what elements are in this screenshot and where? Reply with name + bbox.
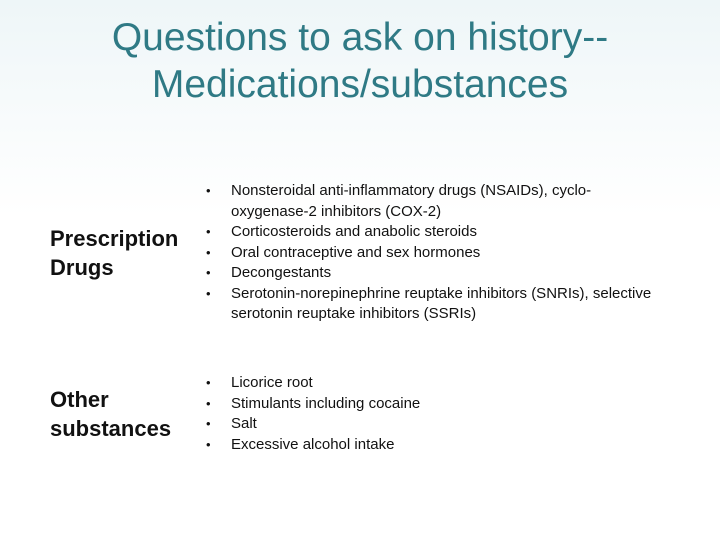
other-substances-label-line-1: Other	[50, 387, 109, 412]
prescription-drugs-list	[205, 181, 655, 325]
list-item	[205, 284, 655, 325]
bullet-icon: •	[206, 244, 211, 260]
list-item	[205, 263, 655, 284]
bullet-icon: •	[206, 436, 211, 452]
slide-title	[20, 14, 700, 108]
bullet-icon: •	[206, 265, 211, 280]
list-item	[205, 222, 655, 243]
bullet-icon: •	[206, 395, 211, 411]
list-item-text: Serotonin-norepinephrine reuptake inhibitors (SNRIs), selective serotonin reuptake inhibitors (SSRIs)	[231, 284, 652, 322]
list-item-text: Decongestants	[231, 264, 332, 281]
list-item-text: Nonsteroidal anti-inflammatory drugs (NSAIDs), cyclo-oxygenase-2 inhibitors (COX-2)	[231, 182, 592, 220]
list-item	[205, 394, 655, 415]
prescription-drugs-label-line-1: Prescription	[50, 226, 179, 251]
list-item-text: Excessive alcohol intake	[231, 435, 395, 453]
list-item	[205, 373, 655, 394]
other-substances-label-line-2: substances	[50, 416, 172, 441]
list-item-text: Licorice root	[231, 374, 313, 391]
bullet-icon: •	[206, 375, 211, 390]
other-substances-list	[205, 373, 655, 455]
list-item	[205, 181, 655, 222]
list-item-text: Salt	[231, 415, 257, 432]
prescription-drugs-label	[50, 224, 178, 282]
slide-title-line-2: Medications/substances	[151, 63, 569, 106]
slide-title-line-1: Questions to ask on history--	[111, 16, 609, 59]
list-item-text: Corticosteroids and anabolic steroids	[231, 223, 477, 240]
list-item-text: Stimulants including cocaine	[231, 394, 421, 412]
other-substances-label	[50, 385, 171, 443]
list-item-text: Oral contraceptive and sex hormones	[231, 243, 481, 261]
list-item	[205, 414, 655, 435]
list-item	[205, 243, 655, 264]
bullet-icon: •	[206, 224, 211, 239]
bullet-icon: •	[206, 416, 211, 431]
bullet-icon: •	[206, 285, 211, 301]
list-item	[205, 435, 655, 456]
prescription-drugs-label-line-2: Drugs	[50, 255, 114, 280]
bullet-icon: •	[206, 183, 211, 198]
